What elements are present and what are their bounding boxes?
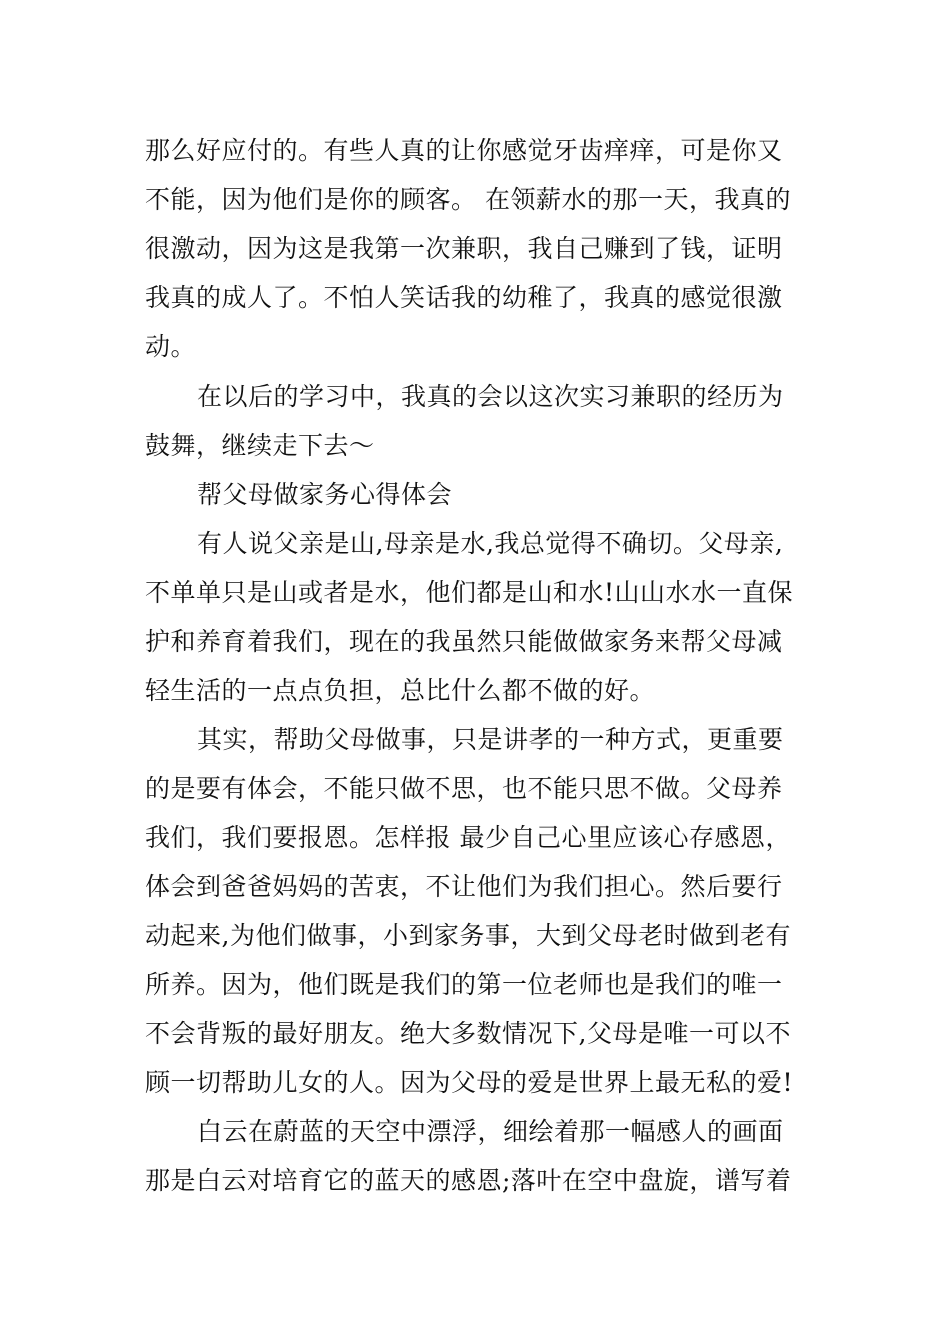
text-line: 轻生活的一点点负担，总比什么都不做的好。 — [145, 676, 656, 705]
text-line: 不单单只是山或者是水，他们都是山和水!山山水水一直保 — [145, 578, 794, 607]
text-line: 那么好应付的。有些人真的让你感觉牙齿痒痒，可是你又 — [145, 136, 783, 165]
text-line: 不能，因为他们是你的顾客。 在领薪水的那一天，我真的 — [145, 185, 791, 214]
paragraph-start-line: 在以后的学习中，我真的会以这次实习兼职的经历为 — [197, 382, 784, 411]
text-line: 很激动，因为这是我第一次兼职，我自己赚到了钱，证明 — [145, 234, 783, 263]
section-title: 帮父母做家务心得体会 — [197, 480, 453, 509]
text-line: 鼓舞，继续走下去～ — [145, 431, 375, 460]
text-line: 顾一切帮助儿女的人。因为父母的爱是世界上最无私的爱! — [145, 1068, 794, 1097]
paragraph-start-line: 有人说父亲是山,母亲是水,我总觉得不确切。父母亲, — [197, 529, 784, 558]
paragraph-start-line: 白云在蔚蓝的天空中漂浮，细绘着那一幅感人的画面 — [197, 1117, 784, 1146]
text-line: 的是要有体会，不能只做不思，也不能只思不做。父母养 — [145, 774, 783, 803]
text-line: 不会背叛的最好朋友。绝大多数情况下,父母是唯一可以不 — [145, 1019, 791, 1048]
text-line: 护和养育着我们，现在的我虽然只能做做家务来帮父母减 — [145, 627, 783, 656]
text-line: 那是白云对培育它的蓝天的感恩;落叶在空中盘旋，谱写着 — [145, 1166, 792, 1195]
text-line: 体会到爸爸妈妈的苦衷，不让他们为我们担心。然后要行 — [145, 872, 783, 901]
text-line: 动起来,为他们做事，小到家务事，大到父母老时做到老有 — [145, 921, 791, 950]
text-line: 动。 — [145, 332, 197, 361]
paragraph-start-line: 其实，帮助父母做事，只是讲孝的一种方式，更重要 — [197, 725, 784, 754]
text-line: 我们，我们要报恩。怎样报 最少自己心里应该心存感恩， — [145, 823, 791, 852]
text-line: 所养。因为，他们既是我们的第一位老师也是我们的唯一 — [145, 970, 783, 999]
text-line: 我真的成人了。不怕人笑话我的幼稚了，我真的感觉很激 — [145, 283, 783, 312]
